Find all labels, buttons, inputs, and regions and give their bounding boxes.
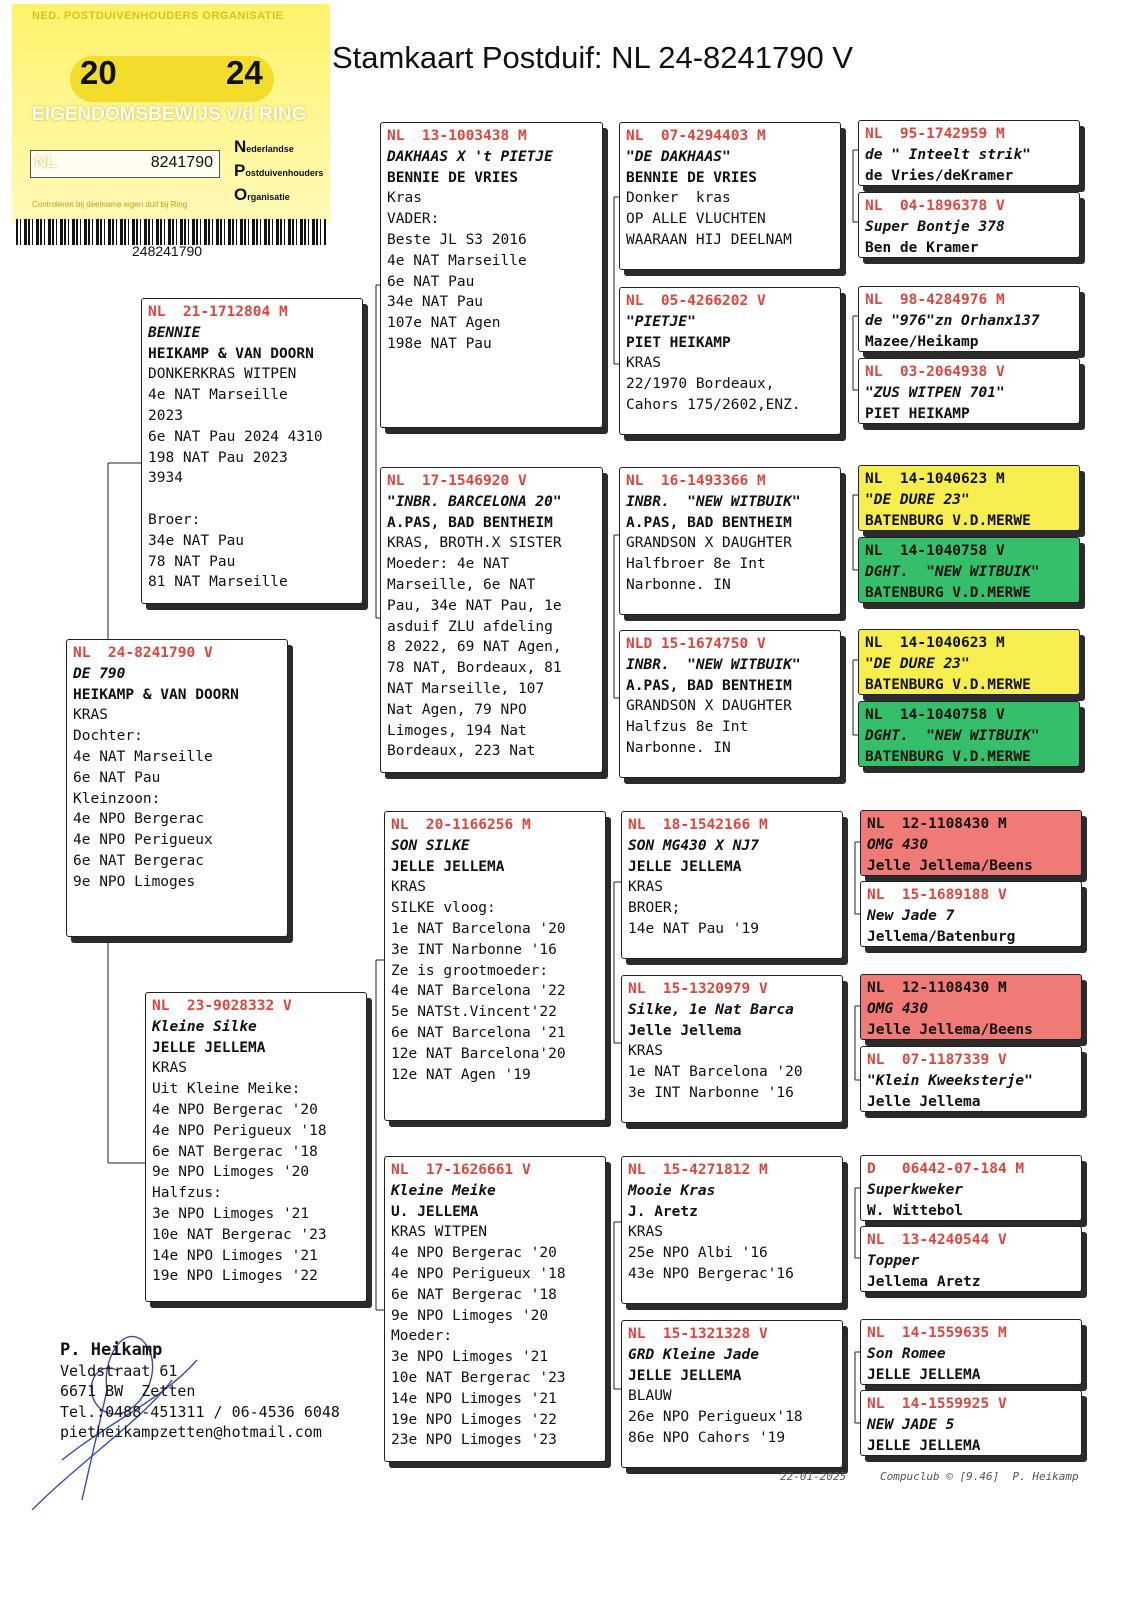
- pigeon-detail-line: Cahors 175/2602,ENZ.: [626, 396, 801, 413]
- badge-year-right: 24: [226, 54, 263, 91]
- pedigree-card-g11: [860, 974, 1082, 1040]
- breeder-name: HEIKAMP & VAN DOORN: [73, 686, 239, 703]
- pigeon-detail-line: 12e NAT Barcelona'20: [391, 1045, 566, 1062]
- badge-org-text: NED. POSTDUIVENHOUDERS ORGANISATIE: [32, 10, 284, 22]
- pigeon-detail-line: Marseille, 6e NAT: [387, 576, 536, 593]
- breeder-name: JELLE JELLEMA: [867, 1366, 981, 1383]
- pigeon-detail-line: KRAS: [152, 1060, 187, 1077]
- pigeon-detail-line: 6e NAT Pau: [387, 273, 475, 290]
- pigeon-name: "DE DURE 23": [865, 655, 970, 672]
- pigeon-name: OMG 430: [867, 1000, 929, 1017]
- pigeon-detail-line: Halfzus:: [152, 1185, 222, 1202]
- breeder-name: BATENBURG V.D.MERWE: [865, 676, 1031, 693]
- pedigree-card-fmf: [619, 467, 841, 615]
- pigeon-detail-line: 3e NPO Limoges '21: [152, 1205, 310, 1222]
- pigeon-detail-line: 4e NPO Bergerac '20: [152, 1101, 318, 1118]
- ring-number: NL 07-1187339 V: [867, 1052, 1007, 1068]
- pigeon-detail-line: 9e NPO Limoges: [73, 873, 196, 890]
- breeder-name: JELLE JELLEMA: [628, 858, 742, 875]
- pigeon-detail-line: 43e NPO Bergerac'16: [628, 1265, 794, 1282]
- ring-number: NL 14-1040758 V: [865, 543, 1005, 559]
- owner-phone: Tel.:0488-451311 / 06-4536 6048: [60, 1402, 340, 1421]
- pigeon-detail-line: OP ALLE VLUCHTEN: [626, 211, 766, 228]
- pigeon-detail-line: Halfbroer 8e Int: [626, 556, 766, 573]
- pedigree-card-g6: [858, 537, 1080, 603]
- pigeon-name: "DE DURE 23": [865, 491, 970, 508]
- pedigree-card-subject: [66, 639, 288, 937]
- ring-number: NL 14-1040623 M: [865, 471, 1005, 487]
- pigeon-detail-line: 6e NAT Pau 2024 4310: [148, 428, 323, 445]
- pigeon-name: "DE DAKHAAS": [626, 148, 731, 165]
- pedigree-card-mfm: [621, 975, 843, 1123]
- breeder-name: BENNIE DE VRIES: [387, 169, 518, 186]
- pigeon-detail-line: 14e NPO Limoges '21: [391, 1390, 557, 1407]
- pigeon-detail-line: 3934: [148, 470, 183, 487]
- breeder-name: PIET HEIKAMP: [626, 334, 731, 351]
- npo-line-3: rganisatie: [247, 192, 290, 202]
- owner-name: P. Heikamp: [60, 1340, 163, 1360]
- pigeon-detail-line: 26e NPO Perigueux'18: [628, 1409, 803, 1426]
- pigeon-detail-line: 19e NPO Limoges '22: [391, 1411, 557, 1428]
- pigeon-detail-line: 4e NAT Marseille: [148, 387, 288, 404]
- pedigree-card-g7: [858, 629, 1080, 695]
- pigeon-detail-line: 14e NAT Pau '19: [628, 920, 759, 937]
- pigeon-detail-line: BLAUW: [628, 1388, 672, 1405]
- pigeon-detail-line: 107e NAT Agen: [387, 315, 501, 332]
- ring-number: NL 21-1712804 M: [148, 304, 288, 320]
- ring-number: NL 03-2064938 V: [865, 364, 1005, 380]
- npo-line-2: ostduivenhouders: [245, 168, 324, 178]
- pigeon-detail-line: 78 NAT, Bordeaux, 81: [387, 660, 562, 677]
- pigeon-detail-line: 6e NAT Pau: [73, 769, 161, 786]
- pigeon-detail-line: [148, 489, 356, 510]
- pedigree-card-g12: [860, 1046, 1082, 1112]
- pigeon-name: Topper: [867, 1252, 920, 1269]
- ring-number: NL 15-1320979 V: [628, 981, 768, 997]
- breeder-name: JELLE JELLEMA: [867, 1437, 981, 1454]
- pigeon-detail-line: 198e NAT Pau: [387, 335, 492, 352]
- pigeon-detail-line: 4e NPO Bergerac '20: [391, 1245, 557, 1262]
- footer-date: 22-01-2025: [780, 1470, 847, 1483]
- ring-number: NL 20-1166256 M: [391, 817, 531, 833]
- owner-address: [60, 1340, 340, 1443]
- breeder-name: HEIKAMP & VAN DOORN: [148, 345, 314, 362]
- ring-number: NL 15-4271812 M: [628, 1162, 768, 1178]
- ring-number: NL 12-1108430 M: [867, 980, 1007, 996]
- pigeon-detail-line: NAT Marseille, 107: [387, 680, 545, 697]
- pedigree-card-g16: [860, 1390, 1082, 1456]
- pigeon-name: DE 790: [73, 665, 126, 682]
- pigeon-name: OMG 430: [867, 836, 929, 853]
- badge-small-text: Controleren bij deelname eigen duif bij Ring: [32, 200, 188, 209]
- badge-year-left: 20: [80, 54, 117, 91]
- badge-ring-number: 8241790: [150, 154, 213, 171]
- ring-number: NL 18-1542166 M: [628, 817, 768, 833]
- pigeon-detail-line: 8 2022, 69 NAT Agen,: [387, 639, 562, 656]
- breeder-name: Jellema/Batenburg: [867, 928, 1016, 945]
- owner-city: 6671 BW Zetten: [60, 1382, 196, 1400]
- pigeon-detail-line: Broer:: [148, 511, 201, 528]
- pigeon-detail-line: Ze is grootmoeder:: [391, 962, 549, 979]
- pigeon-detail-line: KRAS: [391, 879, 426, 896]
- breeder-name: J. Aretz: [628, 1203, 698, 1220]
- pigeon-detail-line: Kleinzoon:: [73, 790, 161, 807]
- ring-number: NL 17-1626661 V: [391, 1162, 531, 1178]
- pigeon-name: "INBR. BARCELONA 20": [387, 493, 562, 510]
- pigeon-name: BENNIE: [148, 324, 201, 341]
- pigeon-detail-line: KRAS: [628, 1224, 663, 1241]
- pedigree-card-g8: [858, 701, 1080, 767]
- pedigree-card-g3: [858, 286, 1080, 352]
- footer-credit: Compuclub © [9.46] P. Heikamp: [880, 1470, 1079, 1483]
- pigeon-name: Kleine Silke: [152, 1018, 257, 1035]
- pigeon-detail-line: 3e INT Narbonne '16: [391, 941, 557, 958]
- pigeon-name: "ZUS WITPEN 701": [865, 384, 1005, 401]
- breeder-name: BATENBURG V.D.MERWE: [865, 512, 1031, 529]
- breeder-name: JELLE JELLEMA: [628, 1367, 742, 1384]
- pigeon-detail-line: 78 NAT Pau: [148, 553, 236, 570]
- pigeon-name: GRD Kleine Jade: [628, 1346, 759, 1363]
- pigeon-detail-line: 9e NPO Limoges '20: [152, 1164, 310, 1181]
- breeder-name: A.PAS, BAD BENTHEIM: [387, 514, 553, 531]
- ring-number: NL 12-1108430 M: [867, 816, 1007, 832]
- pedigree-card-fm: [380, 467, 603, 773]
- pedigree-card-mmf: [621, 1156, 843, 1304]
- pigeon-detail-line: VADER:: [387, 211, 440, 228]
- ring-number: NL 14-1559925 V: [867, 1396, 1007, 1412]
- pigeon-name: Super Bontje 378: [865, 218, 1005, 235]
- breeder-name: Jelle Jellema/Beens: [867, 857, 1033, 874]
- pedigree-card-g4: [858, 358, 1080, 424]
- pigeon-detail-line: Pau, 34e NAT Pau, 1e: [387, 597, 562, 614]
- pigeon-detail-line: 19e NPO Limoges '22: [152, 1268, 318, 1285]
- breeder-name: A.PAS, BAD BENTHEIM: [626, 514, 792, 531]
- ring-number: NL 16-1493366 M: [626, 473, 766, 489]
- pigeon-detail-line: Moeder: 4e NAT: [387, 556, 510, 573]
- breeder-name: BATENBURG V.D.MERWE: [865, 748, 1031, 765]
- ring-number: NL 13-4240544 V: [867, 1232, 1007, 1248]
- ring-number: NL 95-1742959 M: [865, 126, 1005, 142]
- pedigree-card-father: [141, 298, 363, 604]
- pedigree-card-mother: [145, 992, 367, 1302]
- ring-number: NL 24-8241790 V: [73, 645, 213, 661]
- pigeon-detail-line: 6e NAT Bergerac '18: [152, 1143, 318, 1160]
- pigeon-detail-line: Dochter:: [73, 728, 143, 745]
- pigeon-detail-line: 81 NAT Marseille: [148, 574, 288, 591]
- breeder-name: Jellema Aretz: [867, 1273, 981, 1290]
- ring-number: NL 17-1546920 V: [387, 473, 527, 489]
- ring-number: NL 15-1689188 V: [867, 887, 1007, 903]
- pigeon-detail-line: KRAS, BROTH.X SISTER: [387, 535, 562, 552]
- owner-street: Veldstraat 61: [60, 1361, 178, 1380]
- pigeon-detail-line: 6e NAT Bergerac: [73, 852, 204, 869]
- ring-number: NL 13-1003438 M: [387, 128, 527, 144]
- pigeon-name: "Klein Kweeksterje": [867, 1072, 1033, 1089]
- pigeon-name: INBR. "NEW WITBUIK": [626, 656, 801, 673]
- pigeon-detail-line: 4e NAT Marseille: [387, 252, 527, 269]
- page-title: Stamkaart Postduif: NL 24-8241790 V: [332, 40, 853, 75]
- pigeon-detail-line: KRAS: [628, 879, 663, 896]
- pedigree-card-g10: [860, 881, 1082, 947]
- ring-number: NL 07-4294403 M: [626, 128, 766, 144]
- breeder-name: A.PAS, BAD BENTHEIM: [626, 677, 792, 694]
- pedigree-card-g5: [858, 465, 1080, 531]
- pedigree-card-ff: [380, 122, 603, 428]
- pigeon-detail-line: DONKERKRAS WITPEN: [148, 366, 297, 383]
- pigeon-detail-line: 23e NPO Limoges '23: [391, 1432, 557, 1449]
- breeder-name: W. Wittebol: [867, 1202, 964, 1219]
- breeder-name: Ben de Kramer: [865, 239, 979, 256]
- pigeon-detail-line: KRAS WITPEN: [391, 1224, 488, 1241]
- npo-line-1: ederlandse: [246, 144, 294, 154]
- pedigree-card-g9: [860, 810, 1082, 876]
- pigeon-detail-line: 198 NAT Pau 2023: [148, 449, 288, 466]
- pigeon-name: NEW JADE 5: [867, 1416, 955, 1433]
- ring-number: NLD 15-1674750 V: [626, 636, 766, 652]
- pigeon-detail-line: 9e NPO Limoges '20: [391, 1307, 549, 1324]
- pigeon-name: SON MG430 X NJ7: [628, 837, 759, 854]
- pigeon-detail-line: KRAS: [73, 707, 108, 724]
- pigeon-detail-line: 1e NAT Barcelona '20: [391, 920, 566, 937]
- ring-number: NL 14-1040623 M: [865, 635, 1005, 651]
- pigeon-detail-line: Narbonne. IN: [626, 576, 731, 593]
- pigeon-name: DGHT. "NEW WITBUIK": [865, 727, 1040, 744]
- pedigree-card-ffm: [619, 287, 841, 435]
- pigeon-detail-line: 4e NPO Perigueux '18: [391, 1265, 566, 1282]
- ring-ownership-badge: [12, 4, 330, 259]
- pigeon-detail-line: 2023: [148, 407, 183, 424]
- pedigree-card-g1: [858, 120, 1080, 186]
- pigeon-detail-line: 25e NPO Albi '16: [628, 1245, 768, 1262]
- pigeon-detail-line: 12e NAT Agen '19: [391, 1066, 531, 1083]
- pigeon-detail-line: 6e NAT Barcelona '21: [391, 1024, 566, 1041]
- pigeon-detail-line: 14e NPO Limoges '21: [152, 1247, 318, 1264]
- pigeon-name: SON SILKE: [391, 837, 470, 854]
- pigeon-detail-line: Narbonne. IN: [626, 739, 731, 756]
- pigeon-name: "PIETJE": [626, 313, 696, 330]
- pigeon-detail-line: Kras: [387, 190, 422, 207]
- pigeon-detail-line: GRANDSON X DAUGHTER: [626, 535, 792, 552]
- pedigree-card-fmm: [619, 630, 841, 778]
- pigeon-detail-line: SILKE vloog:: [391, 900, 496, 917]
- pigeon-detail-line: GRANDSON X DAUGHTER: [626, 698, 792, 715]
- pigeon-detail-line: Beste JL S3 2016: [387, 231, 527, 248]
- owner-email[interactable]: pietheikampzetten@hotmail.com: [60, 1423, 322, 1441]
- barcode-number: 248241790: [132, 243, 203, 259]
- pigeon-detail-line: 3e NPO Limoges '21: [391, 1349, 549, 1366]
- barcode: [16, 219, 326, 245]
- badge-npo-logo: Nederlandse Postduivenhouders Organisatie: [234, 137, 324, 204]
- breeder-name: Jelle Jellema: [867, 1093, 981, 1110]
- pigeon-detail-line: Limoges, 194 Nat: [387, 722, 527, 739]
- pedigree-card-mmm: [621, 1320, 843, 1468]
- pigeon-name: INBR. "NEW WITBUIK": [626, 493, 801, 510]
- pigeon-name: DAKHAAS X 't PIETJE: [387, 148, 553, 165]
- pigeon-name: Kleine Meike: [391, 1182, 496, 1199]
- breeder-name: BENNIE DE VRIES: [626, 169, 757, 186]
- pigeon-detail-line: 34e NAT Pau: [387, 294, 484, 311]
- pigeon-name: de " Inteelt strik": [865, 146, 1031, 163]
- ring-number: NL 14-1040758 V: [865, 707, 1005, 723]
- breeder-name: JELLE JELLEMA: [152, 1039, 266, 1056]
- pigeon-detail-line: 5e NATSt.Vincent'22: [391, 1004, 557, 1021]
- pigeon-detail-line: 4e NPO Perigueux: [73, 832, 213, 849]
- pigeon-name: DGHT. "NEW WITBUIK": [865, 563, 1040, 580]
- breeder-name: Jelle Jellema: [628, 1022, 742, 1039]
- pedigree-card-mf: [384, 811, 606, 1121]
- pigeon-detail-line: 4e NAT Barcelona '22: [391, 983, 566, 1000]
- pigeon-detail-line: 34e NAT Pau: [148, 532, 245, 549]
- breeder-name: PIET HEIKAMP: [865, 405, 970, 422]
- ring-number: D 06442-07-184 M: [867, 1161, 1025, 1177]
- pedigree-card-fff: [619, 122, 841, 270]
- pigeon-detail-line: 4e NAT Marseille: [73, 748, 213, 765]
- pigeon-detail-line: 10e NAT Bergerac '23: [152, 1226, 327, 1243]
- pigeon-name: Superkweker: [867, 1181, 964, 1198]
- pigeon-name: Mooie Kras: [628, 1182, 716, 1199]
- badge-country: NL: [35, 154, 57, 171]
- pigeon-detail-line: Donker kras: [626, 190, 731, 207]
- ring-number: NL 05-4266202 V: [626, 293, 766, 309]
- pigeon-name: Silke, 1e Nat Barca: [628, 1001, 794, 1018]
- pedigree-card-g13: [860, 1155, 1082, 1221]
- pedigree-card-g15: [860, 1319, 1082, 1385]
- pigeon-name: Son Romee: [867, 1345, 946, 1362]
- ring-number: NL 14-1559635 M: [867, 1325, 1007, 1341]
- pigeon-detail-line: Nat Agen, 79 NPO: [387, 701, 527, 718]
- pigeon-detail-line: 22/1970 Bordeaux,: [626, 376, 775, 393]
- pigeon-detail-line: WAARAAN HIJ DEELNAM: [626, 231, 792, 248]
- breeder-name: BATENBURG V.D.MERWE: [865, 584, 1031, 601]
- pigeon-detail-line: 86e NPO Cahors '19: [628, 1429, 786, 1446]
- pigeon-detail-line: 10e NAT Bergerac '23: [391, 1369, 566, 1386]
- breeder-name: Jelle Jellema/Beens: [867, 1021, 1033, 1038]
- pigeon-detail-line: 6e NAT Bergerac '18: [391, 1286, 557, 1303]
- ring-number: NL 04-1896378 V: [865, 198, 1005, 214]
- pigeon-detail-line: BROER;: [628, 900, 681, 917]
- pigeon-detail-line: Moeder:: [391, 1328, 453, 1345]
- pedigree-card-g2: [858, 192, 1080, 258]
- pigeon-name: New Jade 7: [867, 907, 955, 924]
- badge-ring-field: [30, 150, 220, 178]
- badge-caption: EIGENDOMSBEWIJS v/d RING: [32, 104, 307, 125]
- pigeon-detail-line: 4e NPO Bergerac: [73, 811, 204, 828]
- breeder-name: JELLE JELLEMA: [391, 858, 505, 875]
- pigeon-detail-line: KRAS: [626, 355, 661, 372]
- pigeon-detail-line: 3e INT Narbonne '16: [628, 1084, 794, 1101]
- pigeon-detail-line: asduif ZLU afdeling: [387, 618, 553, 635]
- ring-number: NL 98-4284976 M: [865, 292, 1005, 308]
- pigeon-detail-line: Uit Kleine Meike:: [152, 1081, 301, 1098]
- breeder-name: de Vries/deKramer: [865, 167, 1014, 184]
- breeder-name: Mazee/Heikamp: [865, 333, 979, 350]
- pedigree-card-mm: [384, 1156, 606, 1462]
- pedigree-card-mff: [621, 811, 843, 959]
- pigeon-detail-line: 1e NAT Barcelona '20: [628, 1064, 803, 1081]
- pigeon-detail-line: Halfzus 8e Int: [626, 719, 749, 736]
- ring-number: NL 23-9028332 V: [152, 998, 292, 1014]
- pedigree-card-g14: [860, 1226, 1082, 1292]
- ring-number: NL 15-1321328 V: [628, 1326, 768, 1342]
- pigeon-detail-line: Bordeaux, 223 Nat: [387, 743, 536, 760]
- pigeon-detail-line: KRAS: [628, 1043, 663, 1060]
- breeder-name: U. JELLEMA: [391, 1203, 479, 1220]
- pigeon-name: de "976"zn Orhanx137: [865, 312, 1040, 329]
- pigeon-detail-line: 4e NPO Perigueux '18: [152, 1122, 327, 1139]
